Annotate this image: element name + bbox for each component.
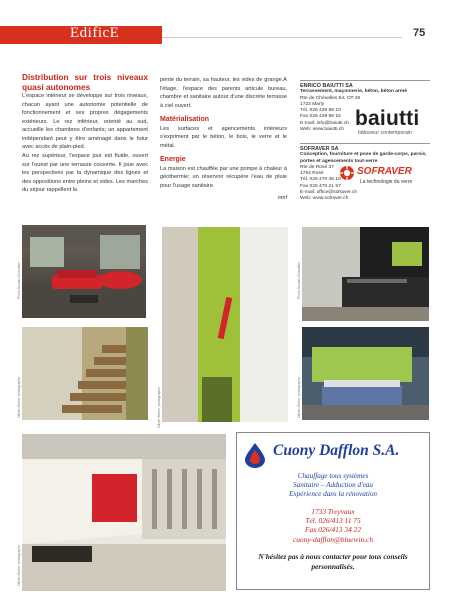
supplier-web: Web: www.baiutti.ch [300,127,344,133]
ad-city: 1733 Treyvaux [311,507,355,516]
divider [300,80,430,81]
supplier-name: ENRICO BAIUTTI SA [300,83,353,89]
ad-company-name: Cuony Dafflon S.A. [273,442,400,459]
photo-credit: Olivier Morier, photographe [17,545,21,586]
paragraph: pente du terrain, sa hauteur, les vides de grange.A l'étage, l'espace des parents articule bureau, chambre et sanitaire autour d'une discrète terrasse à ciel ouvert. [160,77,287,109]
paragraph: La maison est chauffée par une pompe à chaleur à géothermie; un réservoir récupère l'eau de pluie pour l'usage sanitaire. [160,165,287,190]
article-column-2 [160,76,287,202]
supplier-phone: Tél. 026 439 98 10 [300,108,341,114]
photo-corridor [162,227,288,422]
divider [300,143,430,144]
photo-credit: Olivier Morier, photographe [297,377,301,418]
ad-phone: Tél. 026/413 11 75 [305,516,361,526]
photo-living-room [22,225,146,318]
paragraph: Au rez supérieur, l'espace jour est fluide, ouvert sur l'ouest par une terrasse couverte. Il joue avec les perspectives par la dynamique des lignes et des oppositions entre pleins et vides. Les marches du séjour rappellent la [22,153,148,194]
advertisement-cuony-dafflon [236,432,430,590]
photo-open-space [22,434,226,591]
supplier-city: 1754 Rosé [300,171,324,177]
ad-services [247,472,419,500]
ad-contact [247,507,419,544]
supplier-email: E-mail: info@baiutti.ch [300,120,349,126]
ad-service-line: Sanitaire – Adduction d'eau [293,481,373,490]
supplier-web: Web: www.sofraver.ch [300,196,349,202]
supplier-name: SOFRAVER SA [300,146,339,152]
photo-credit: Photo Nicolas Chevallier [297,262,301,299]
paragraph: L'espace intérieur se développe sur trois niveaux, chacun ayant une autonomie potentielle de fonctionnement et ses propres dégagements extérieurs. Le rez inférieur, orienté au sud, accueille les chambres d'enfants; un appartement indépendant peut y être aménagé dans le futur avec accès de plain-pied. [22,93,148,151]
baiutti-tagline: bâtisseur contemporain [358,130,412,136]
ad-call-to-action: N'hésitez pas à nous contacter pour tous conseils personnalisés. [258,552,408,571]
photo-bedroom [302,327,429,420]
ad-email: cuony-dafflon@bluewin.ch [292,534,374,544]
supplier-phone: Tél. 026 470 45 10 [300,177,341,183]
photo-credit: Photo Nicolas Chevallier [17,262,21,299]
header-rule [162,37,402,38]
sofraver-tagline: La technologie du verre [360,179,413,185]
photo-staircase [22,327,148,420]
supplier-description: Terrassement, maçonnerie, béton, béton armé [300,89,407,95]
supplier-description: Conception, fourniture et pose de garde-corps, parois, portes et agencements tout-verre [300,152,427,164]
section-heading-energie: Energie [160,156,186,164]
ad-fax: Fax 026/413 34 22 [304,525,362,535]
supplier-email: E-mail: office@sofraver.ch [300,190,358,196]
photo-credit: Olivier Morier, photographe [17,377,21,418]
supplier-city: 1723 Marly [300,101,325,107]
ad-service-line: Chauffage tous systèmes [297,472,369,480]
section-heading-distribution: Distribution sur trois niveaux quasi autonomes [22,72,148,92]
author-signature: nmf [277,194,287,201]
magazine-logo: EdificE [70,25,120,41]
supplier-address: Rte de Chésalles 54, CP 26 [300,95,361,101]
photo-credit: Olivier Morier, photographe [157,387,161,428]
section-heading-materialisation: Matérialisation [160,116,210,124]
page-number: 75 [413,27,426,39]
sofraver-emblem-icon [339,165,355,181]
sofraver-logo: SOFRAVER [357,166,412,177]
supplier-address: Rte de Rosé 37 [300,164,334,170]
paragraph: Les surfaces et agencements intérieurs s'expriment par le béton, le bois, le verre et le métal. [160,125,287,149]
baiutti-logo: baiutti [355,107,420,130]
article-column-1 [22,73,148,195]
photo-kitchen [302,227,429,321]
supplier-fax: Fax 026 470 21 57 [300,183,341,189]
ad-service-line: Expérience dans la rénovation [288,490,378,499]
drop-flame-logo-icon [243,442,267,468]
supplier-fax: Fax 026 439 98 15 [300,114,341,120]
